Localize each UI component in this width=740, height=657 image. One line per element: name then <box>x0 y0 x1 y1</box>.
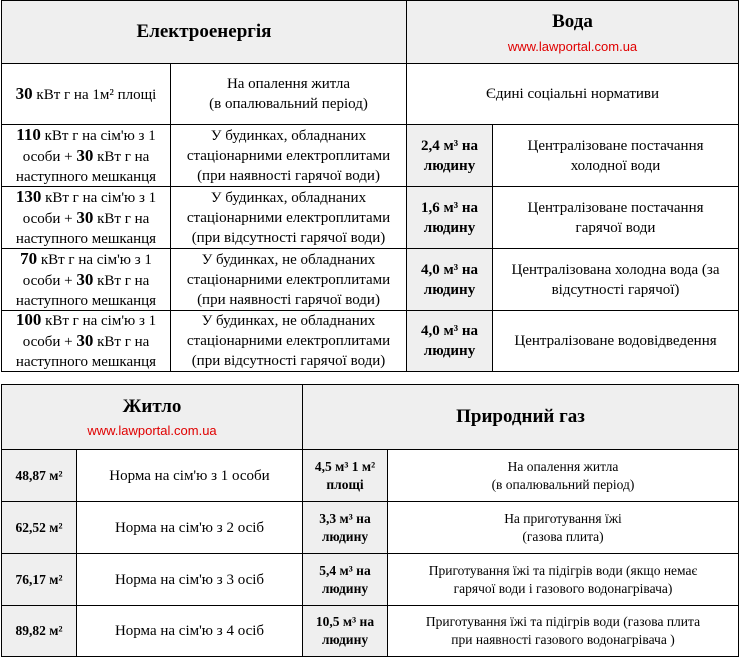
gas-desc: На приготування їжі (газова плита) <box>387 501 739 554</box>
electricity-norm-row: 70 кВт г на сім'ю з 1 особи + 30 кВт г на наступного мешканця <box>1 248 171 311</box>
water-norm-value: 1,6 м³ на людину <box>406 186 493 249</box>
water-norm-value: 4,0 м³ на людину <box>406 248 493 311</box>
electricity-desc-row: У будинках, не обладнаних стаціонарними електроплитами (при відсутності гарячої води) <box>170 310 407 372</box>
electricity-desc-row: У будинках, обладнаних стаціонарними електроплитами (при відсутності гарячої води) <box>170 186 407 249</box>
water-desc: Централізоване постачання гарячої води <box>492 186 739 249</box>
electricity-norm-row: 100 кВт г на сім'ю з 1 особи + 30 кВт г на наступного мешканця <box>1 310 171 372</box>
gas-desc: На опалення житла (в опалювальний період) <box>387 449 739 502</box>
water-norm-value: 4,0 м³ на людину <box>406 310 493 372</box>
heating-desc-line2: (в опалювальний період) <box>209 96 368 112</box>
housing-norm: Норма на сім'ю з 4 осіб <box>76 605 303 657</box>
gas-norm-value: 3,3 м³ на людину <box>302 501 388 554</box>
water-desc: Централізована холодна вода (за відсутності гарячої) <box>492 248 739 311</box>
electricity-desc-row: У будинках, не обладнаних стаціонарними електроплитами (при наявності гарячої води) <box>170 248 407 311</box>
gas-norm-value: 5,4 м³ на людину <box>302 553 388 606</box>
water-norm-value: 2,4 м³ на людину <box>406 124 493 187</box>
gas-desc: Приготування їжі та підігрів води (якщо немає гарячої води і газового водонагрівача) <box>387 553 739 606</box>
housing-area: 76,17 м² <box>1 553 77 606</box>
water-header-cell <box>406 0 739 64</box>
heating-desc <box>170 63 407 125</box>
housing-header-cell <box>1 384 303 450</box>
housing-norm: Норма на сім'ю з 3 осіб <box>76 553 303 606</box>
housing-area: 89,82 м² <box>1 605 77 657</box>
housing-area: 62,52 м² <box>1 501 77 554</box>
housing-norm: Норма на сім'ю з 2 осіб <box>76 501 303 554</box>
heating-norm <box>1 63 171 125</box>
housing-header: Житло <box>122 396 182 417</box>
gas-norm-value: 4,5 м³ 1 м² площі <box>302 449 388 502</box>
water-desc: Централізоване водовідведення <box>492 310 739 372</box>
housing-area: 48,87 м² <box>1 449 77 502</box>
water-desc: Централізоване постачання холодної води <box>492 124 739 187</box>
water-site-link[interactable]: www.lawportal.com.ua <box>507 38 638 54</box>
electricity-norm-row: 110 кВт г на сім'ю з 1 особи + 30 кВт г на наступного мешканця <box>1 124 171 187</box>
water-norms-title: Єдині соціальні нормативи <box>406 63 739 125</box>
heating-norm-number: 30 <box>15 83 33 103</box>
gas-header: Природний газ <box>302 384 739 450</box>
electricity-norm-row: 130 кВт г на сім'ю з 1 особи + 30 кВт г на наступного мешканця <box>1 186 171 249</box>
electricity-header: Електроенергія <box>1 0 407 64</box>
gas-desc: Приготування їжі та підігрів води (газова плита при наявності газового водонагрівача ) <box>387 605 739 657</box>
housing-site-link[interactable]: www.lawportal.com.ua <box>87 423 217 438</box>
housing-norm: Норма на сім'ю з 1 особи <box>76 449 303 502</box>
electricity-desc-row: У будинках, обладнаних стаціонарними електроплитами (при наявності гарячої води) <box>170 124 407 187</box>
heating-norm-unit: кВт г на 1м² площі <box>32 86 157 103</box>
heating-desc-line1: На опалення житла <box>226 76 351 92</box>
gas-norm-value: 10,5 м³ на людину <box>302 605 388 657</box>
water-header: Вода <box>552 10 593 32</box>
